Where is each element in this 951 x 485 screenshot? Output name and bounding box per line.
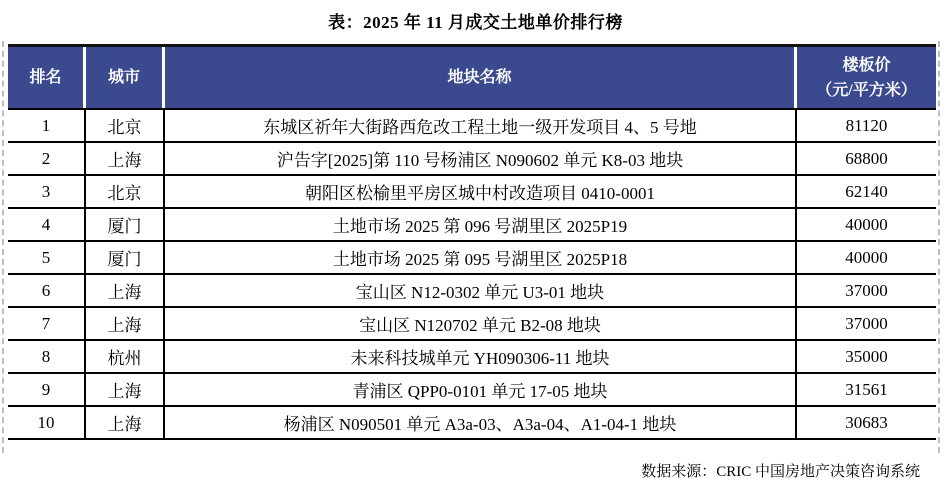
table-row [8,207,936,240]
header-floor-price-line1: 楼板价 [842,56,891,74]
page-break-line-right [938,41,940,453]
cell-floor-price: 40000 [845,214,888,234]
table-row [8,240,936,273]
cell-parcel-name: 朝阳区松榆里平房区城中村改造项目 0410-0001 [165,176,797,207]
header-floor-price [797,47,936,108]
cell-parcel-name: 宝山区 N12-0302 单元 U3-01 地块 [165,275,797,306]
table-row [8,339,936,372]
cell-city: 上海 [86,308,165,339]
cell-rank: 4 [8,209,86,240]
cell-rank: 1 [8,110,86,141]
header-parcel-name: 地块名称 [165,47,797,108]
cell-rank: 6 [8,275,86,306]
page-break-line-left [2,41,4,453]
cell-floor-price: 31561 [845,379,888,399]
table-body [8,108,936,438]
cell-parcel-name: 沪告字[2025]第 110 号杨浦区 N090602 单元 K8-03 地块 [165,143,797,174]
table-row [8,306,936,339]
cell-rank: 5 [8,242,86,273]
cell-floor-price: 62140 [845,181,888,201]
cell-rank: 9 [8,374,86,405]
cell-city: 上海 [86,275,165,306]
table-row [8,174,936,207]
cell-rank: 3 [8,176,86,207]
cell-parcel-name: 未来科技城单元 YH090306-11 地块 [165,341,797,372]
table-row [8,141,936,174]
cell-floor-price: 40000 [845,247,888,267]
table-header-row [8,47,936,108]
table-row [8,372,936,405]
cell-city: 北京 [86,110,165,141]
cell-floor-price: 35000 [845,346,888,366]
header-city: 城市 [86,47,165,108]
cell-parcel-name: 土地市场 2025 第 096 号湖里区 2025P19 [165,209,797,240]
cell-floor-price: 37000 [845,313,888,333]
cell-rank: 10 [8,407,86,438]
table-row [8,108,936,141]
cell-parcel-name: 青浦区 QPP0-0101 单元 17-05 地块 [165,374,797,405]
data-source-note: 数据来源：CRIC 中国房地产决策咨询系统 [641,464,920,480]
cell-floor-price: 30683 [845,412,888,432]
land-price-ranking-table [8,44,936,440]
table-row [8,405,936,438]
cell-floor-price: 81120 [845,115,888,135]
cell-floor-price: 37000 [845,280,888,300]
cell-parcel-name: 宝山区 N120702 单元 B2-08 地块 [165,308,797,339]
cell-city: 上海 [86,407,165,438]
cell-city: 厦门 [86,209,165,240]
table-row [8,273,936,306]
cell-floor-price: 68800 [845,148,888,168]
cell-parcel-name: 杨浦区 N090501 单元 A3a-03、A3a-04、A1-04-1 地块 [165,407,797,438]
cell-city: 厦门 [86,242,165,273]
header-floor-price-line2: （元/平方米） [816,81,917,99]
table-title: 表：2025 年 11 月成交土地单价排行榜 [328,13,623,32]
cell-rank: 2 [8,143,86,174]
cell-city: 北京 [86,176,165,207]
cell-city: 上海 [86,143,165,174]
cell-parcel-name: 土地市场 2025 第 095 号湖里区 2025P18 [165,242,797,273]
cell-rank: 7 [8,308,86,339]
cell-parcel-name: 东城区祈年大街路西危改工程土地一级开发项目 4、5 号地 [165,110,797,141]
cell-city: 上海 [86,374,165,405]
header-rank: 排名 [8,47,86,108]
cell-city: 杭州 [86,341,165,372]
cell-rank: 8 [8,341,86,372]
